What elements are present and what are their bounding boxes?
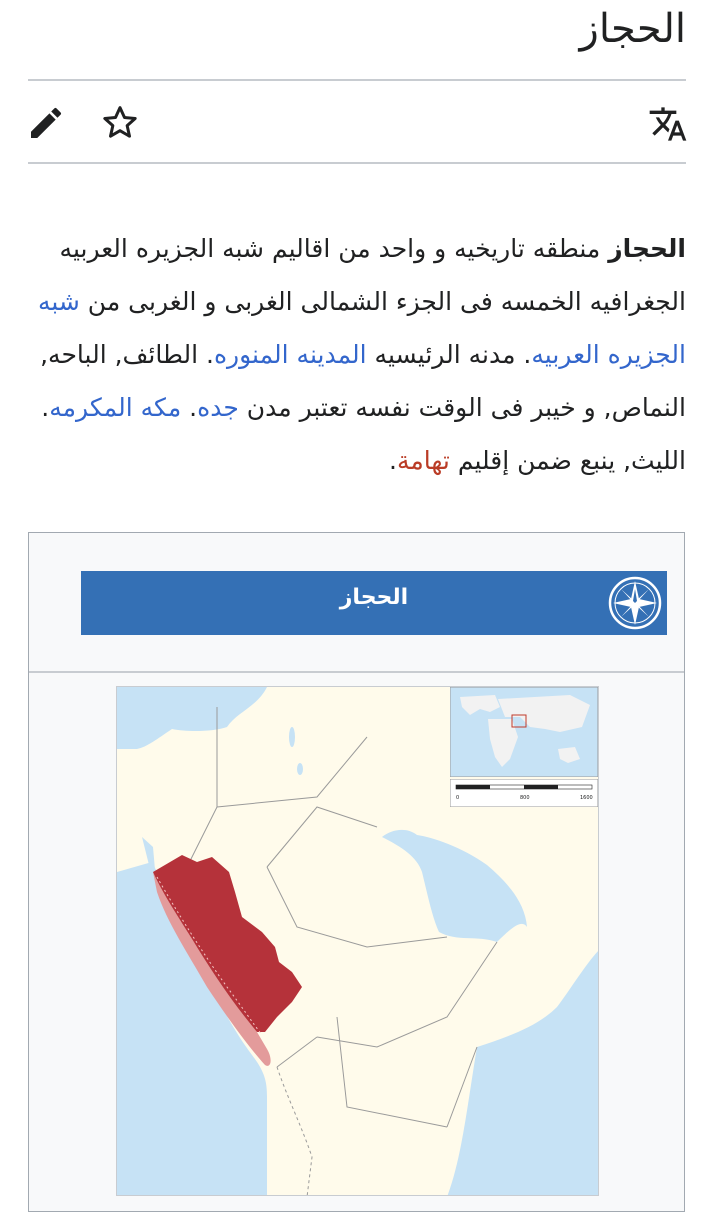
pencil-icon[interactable]	[26, 103, 66, 143]
link-arabian-peninsula[interactable]: شبه الجزيره العربيه	[37, 287, 686, 369]
intro-subject: الحجاز	[608, 234, 686, 263]
inset-world-map	[450, 687, 598, 777]
translate-icon[interactable]	[648, 104, 688, 144]
scale-bar	[450, 779, 598, 807]
star-icon[interactable]	[100, 103, 140, 143]
link-tihama[interactable]: تهامة	[397, 446, 450, 475]
link-jeddah[interactable]: جده	[197, 393, 239, 422]
lake	[297, 763, 303, 775]
hejaz-region-map[interactable]	[116, 686, 599, 1196]
mediterranean-sea	[117, 687, 267, 749]
title-divider	[28, 79, 686, 81]
scale-label-mid: 800	[520, 795, 530, 801]
lake	[289, 727, 295, 747]
arabian-sea	[447, 949, 599, 1196]
compass-rose-icon	[607, 575, 663, 631]
infobox	[28, 532, 685, 1212]
intro-paragraph	[28, 222, 686, 487]
infobox-title: الحجاز	[339, 585, 409, 610]
infobox-header	[81, 571, 667, 635]
intro-text: . الليث, ينبع ضمن إقليم	[41, 393, 686, 475]
intro-text: . مدنه الرئيسيه	[366, 340, 532, 369]
intro-text: .	[389, 446, 397, 475]
scale-label-start: 0	[456, 795, 460, 801]
toolbar-divider	[28, 162, 686, 164]
infobox-divider	[29, 671, 684, 673]
link-medina[interactable]: المدينه المنوره	[213, 340, 367, 369]
intro-text: . الطائف, الباحه, النماص, و خيبر فى الوقت نفسه تعتبر مدن	[40, 340, 686, 422]
link-mecca[interactable]: مكه المكرمه	[49, 393, 182, 422]
dotted-boundary	[277, 1067, 312, 1196]
scale-label-end: 1600	[580, 795, 593, 801]
page-title: الحجاز	[579, 6, 686, 52]
persian-gulf	[382, 830, 527, 942]
intro-text: منطقه تاريخيه و واحد من اقاليم شبه الجزيره العربيه الجغرافيه الخمسه فى الجزء الشمالى الغربى و الغربى من	[59, 234, 686, 316]
intro-text: .	[181, 393, 198, 422]
